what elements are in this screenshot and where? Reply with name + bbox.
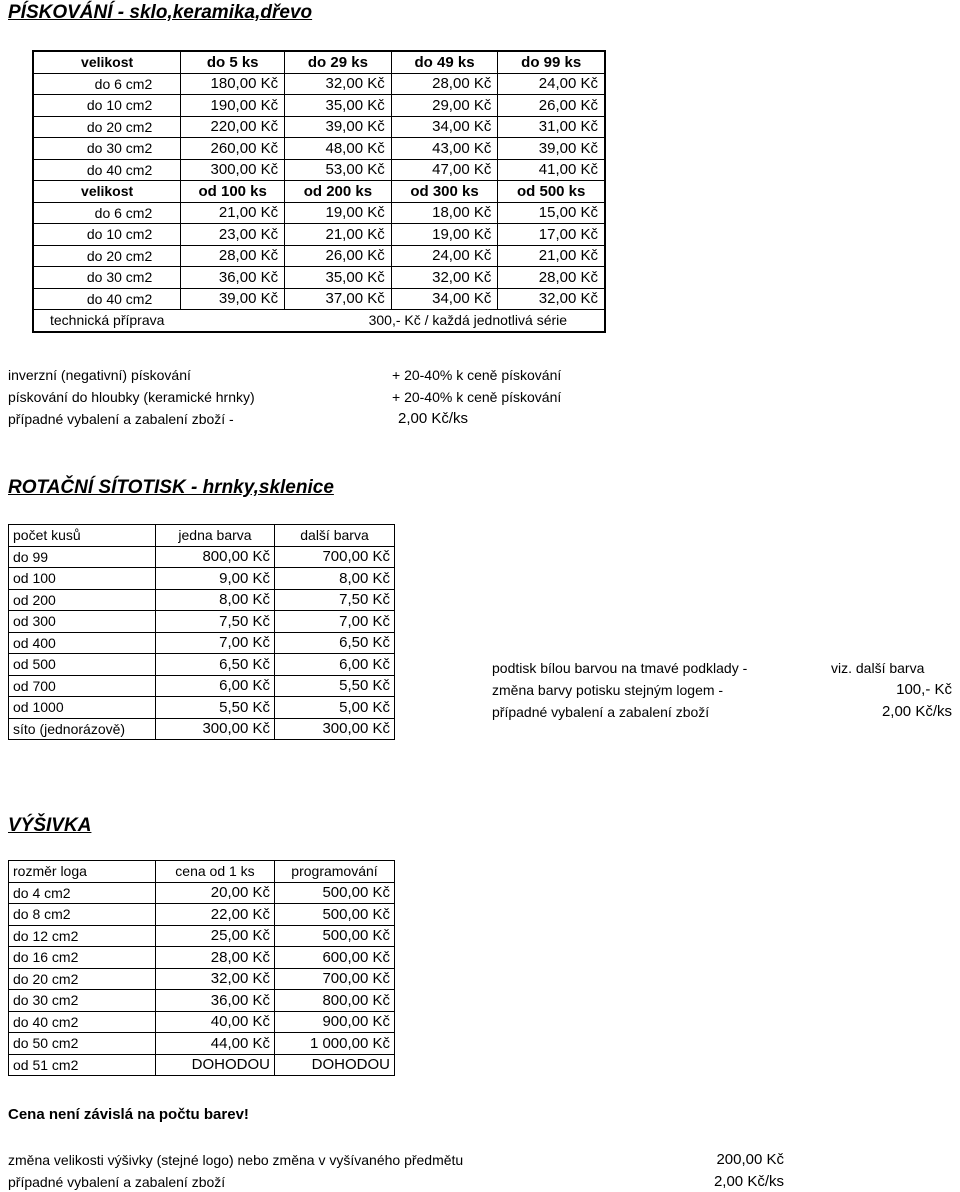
price-cell: 5,50 Kč (275, 675, 395, 697)
size-cell: do 20 cm2 (33, 245, 181, 267)
row-label: od 400 (9, 632, 156, 654)
price-cell: 300,00 Kč (275, 718, 395, 740)
price-cell: 190,00 Kč (181, 95, 285, 117)
price-cell: 26,00 Kč (498, 95, 605, 117)
table-row (33, 202, 605, 224)
price-cell: 6,00 Kč (156, 675, 275, 697)
column-header: počet kusů (9, 525, 156, 547)
note-hloubka-value: + 20-40% k ceně pískování (392, 389, 562, 405)
vysivka-price-table (8, 860, 395, 1076)
table-row (9, 632, 395, 654)
note-vybaleni3-label: případné vybalení a zabalení zboží (8, 1174, 226, 1190)
column-header: cena od 1 ks (156, 861, 275, 883)
price-cell: 5,50 Kč (156, 697, 275, 719)
column-header: od 100 ks (181, 181, 285, 203)
price-cell: 28,00 Kč (156, 947, 275, 969)
column-header: jedna barva (156, 525, 275, 547)
table-row (33, 245, 605, 267)
table-row (33, 288, 605, 310)
header-row (33, 51, 605, 73)
price-cell: 260,00 Kč (181, 138, 285, 160)
table-row (9, 589, 395, 611)
note-vybaleni2-label: případné vybalení a zabalení zboží (492, 704, 710, 720)
price-cell: 28,00 Kč (498, 267, 605, 289)
price-cell: 21,00 Kč (181, 202, 285, 224)
price-cell: 180,00 Kč (181, 73, 285, 95)
row-label: od 500 (9, 654, 156, 676)
size-cell: do 30 cm2 (33, 138, 181, 160)
column-header: rozměr loga (9, 861, 156, 883)
price-cell: 23,00 Kč (181, 224, 285, 246)
table-row (9, 675, 395, 697)
row-label: od 100 (9, 568, 156, 590)
note-barvy-bold: Cena není závislá na počtu barev! (8, 1106, 249, 1123)
price-cell: 220,00 Kč (181, 116, 285, 138)
note-hloubka-label: pískování do hloubky (keramické hrnky) (8, 389, 255, 405)
price-cell: 40,00 Kč (156, 1011, 275, 1033)
row-label: do 16 cm2 (9, 947, 156, 969)
price-cell: 28,00 Kč (181, 245, 285, 267)
price-cell: 19,00 Kč (391, 224, 498, 246)
table-row (9, 968, 395, 990)
table-row (33, 138, 605, 160)
price-cell: 32,00 Kč (391, 267, 498, 289)
column-header: do 49 ks (391, 51, 498, 73)
price-cell: 37,00 Kč (285, 288, 392, 310)
price-cell: 53,00 Kč (285, 159, 392, 181)
price-cell: 300,00 Kč (181, 159, 285, 181)
price-cell: 7,50 Kč (156, 611, 275, 633)
price-cell: 34,00 Kč (391, 288, 498, 310)
note-zmena-barvy-label: změna barvy potisku stejným logem - (492, 682, 724, 698)
row-label: do 4 cm2 (9, 882, 156, 904)
price-cell: 15,00 Kč (498, 202, 605, 224)
price-cell: 32,00 Kč (498, 288, 605, 310)
price-cell: 800,00 Kč (156, 546, 275, 568)
price-cell: 7,00 Kč (275, 611, 395, 633)
table-row (9, 904, 395, 926)
price-cell: 43,00 Kč (391, 138, 498, 160)
table-row (33, 159, 605, 181)
note-inverzni-value: + 20-40% k ceně pískování (392, 367, 562, 383)
row-label: do 12 cm2 (9, 925, 156, 947)
price-cell: 39,00 Kč (285, 116, 392, 138)
size-cell: do 6 cm2 (33, 73, 181, 95)
price-cell: 19,00 Kč (285, 202, 392, 224)
price-cell: 34,00 Kč (391, 116, 498, 138)
price-cell: 25,00 Kč (156, 925, 275, 947)
size-cell: do 6 cm2 (33, 202, 181, 224)
row-label: od 1000 (9, 697, 156, 719)
price-cell: 24,00 Kč (498, 73, 605, 95)
price-cell: 300,00 Kč (156, 718, 275, 740)
table-row (9, 925, 395, 947)
price-cell: 500,00 Kč (275, 882, 395, 904)
table-row (9, 568, 395, 590)
price-cell: 41,00 Kč (498, 159, 605, 181)
price-cell: 48,00 Kč (285, 138, 392, 160)
note-vybaleni-label: případné vybalení a zabalení zboží - (8, 411, 234, 427)
note-podtisk-label: podtisk bílou barvou na tmavé podklady - (492, 660, 748, 676)
size-cell: do 20 cm2 (33, 116, 181, 138)
row-label: od 300 (9, 611, 156, 633)
table-row (9, 990, 395, 1012)
price-cell: 800,00 Kč (275, 990, 395, 1012)
column-header: velikost (33, 181, 181, 203)
price-cell: 32,00 Kč (156, 968, 275, 990)
price-cell: 39,00 Kč (498, 138, 605, 160)
note-vybaleni3-value: 2,00 Kč/ks (713, 1173, 784, 1190)
column-header: od 500 ks (498, 181, 605, 203)
section-title-sitotisk: ROTAČNÍ SÍTOTISK - hrnky,sklenice (8, 477, 334, 498)
price-cell: 35,00 Kč (285, 267, 392, 289)
row-label: do 30 cm2 (9, 990, 156, 1012)
row-label: od 200 (9, 589, 156, 611)
size-cell: do 10 cm2 (33, 95, 181, 117)
row-label: do 99 (9, 546, 156, 568)
price-cell: 47,00 Kč (391, 159, 498, 181)
header-row (9, 525, 395, 547)
price-cell: 21,00 Kč (285, 224, 392, 246)
price-cell: 700,00 Kč (275, 546, 395, 568)
note-zmena-barvy-value: 100,- Kč (896, 681, 952, 698)
column-header: do 99 ks (498, 51, 605, 73)
table-row (9, 1011, 395, 1033)
price-cell: 39,00 Kč (181, 288, 285, 310)
table-row (33, 95, 605, 117)
column-header: další barva (275, 525, 395, 547)
row-label: do 40 cm2 (9, 1011, 156, 1033)
price-cell: 17,00 Kč (498, 224, 605, 246)
price-cell: 8,00 Kč (156, 589, 275, 611)
table-row (9, 697, 395, 719)
price-cell: 6,00 Kč (275, 654, 395, 676)
price-cell: 5,00 Kč (275, 697, 395, 719)
price-cell: DOHODOU (275, 1054, 395, 1076)
price-cell: 26,00 Kč (285, 245, 392, 267)
price-cell: 20,00 Kč (156, 882, 275, 904)
price-cell: 18,00 Kč (391, 202, 498, 224)
price-cell: 31,00 Kč (498, 116, 605, 138)
price-cell: 8,00 Kč (275, 568, 395, 590)
size-cell: do 40 cm2 (33, 288, 181, 310)
header-row (33, 181, 605, 203)
price-cell: 500,00 Kč (275, 904, 395, 926)
header-row (9, 861, 395, 883)
price-cell: 900,00 Kč (275, 1011, 395, 1033)
size-cell: do 10 cm2 (33, 224, 181, 246)
price-cell: 44,00 Kč (156, 1033, 275, 1055)
table-row (33, 73, 605, 95)
table-row (33, 224, 605, 246)
column-header: od 200 ks (285, 181, 392, 203)
price-cell: 9,00 Kč (156, 568, 275, 590)
price-cell: 6,50 Kč (156, 654, 275, 676)
price-cell: 29,00 Kč (391, 95, 498, 117)
price-cell: DOHODOU (156, 1054, 275, 1076)
section-title-vysivka: VÝŠIVKA (8, 815, 92, 836)
column-header: velikost (33, 51, 181, 73)
note-podtisk-value: viz. další barva (831, 660, 925, 676)
note-zmena-velikosti-value: 200,00 Kč (716, 1151, 784, 1168)
price-cell: 22,00 Kč (156, 904, 275, 926)
price-cell: 32,00 Kč (285, 73, 392, 95)
price-cell: 21,00 Kč (498, 245, 605, 267)
price-cell: 7,00 Kč (156, 632, 275, 654)
price-cell: 36,00 Kč (181, 267, 285, 289)
tech-label: technická příprava (33, 310, 285, 332)
table-row (9, 546, 395, 568)
table-row (33, 267, 605, 289)
row-label: do 50 cm2 (9, 1033, 156, 1055)
table-row (9, 882, 395, 904)
price-cell: 6,50 Kč (275, 632, 395, 654)
row-label: od 700 (9, 675, 156, 697)
price-cell: 700,00 Kč (275, 968, 395, 990)
row-label: od 51 cm2 (9, 1054, 156, 1076)
column-header: do 5 ks (181, 51, 285, 73)
price-cell: 600,00 Kč (275, 947, 395, 969)
size-cell: do 30 cm2 (33, 267, 181, 289)
table-row (9, 654, 395, 676)
note-vybaleni2-value: 2,00 Kč/ks (881, 703, 952, 720)
note-vybaleni-value: 2,00 Kč/ks (398, 410, 469, 427)
table-row (9, 611, 395, 633)
note-inverzni-label: inverzní (negativní) pískování (8, 367, 191, 383)
note-zmena-velikosti-label: změna velikosti výšivky (stejné logo) nebo změna v vyšívaného předmětu (8, 1152, 464, 1168)
column-header: od 300 ks (391, 181, 498, 203)
price-cell: 28,00 Kč (391, 73, 498, 95)
price-cell: 35,00 Kč (285, 95, 392, 117)
price-cell: 7,50 Kč (275, 589, 395, 611)
row-label: do 8 cm2 (9, 904, 156, 926)
price-cell: 36,00 Kč (156, 990, 275, 1012)
table-row (9, 718, 395, 740)
price-cell: 24,00 Kč (391, 245, 498, 267)
price-cell: 500,00 Kč (275, 925, 395, 947)
row-label: síto (jednorázově) (9, 718, 156, 740)
section-title-piskovani: PÍSKOVÁNÍ - sklo,keramika,dřevo (8, 2, 313, 23)
row-label: do 20 cm2 (9, 968, 156, 990)
table-row (9, 1054, 395, 1076)
column-header: programování (275, 861, 395, 883)
table-row (33, 116, 605, 138)
sitotisk-price-table (8, 524, 395, 740)
column-header: do 29 ks (285, 51, 392, 73)
table-row (9, 947, 395, 969)
tech-row (33, 310, 605, 332)
size-cell: do 40 cm2 (33, 159, 181, 181)
piskovani-price-table (32, 50, 606, 333)
price-cell: 1 000,00 Kč (275, 1033, 395, 1055)
table-row (9, 1033, 395, 1055)
tech-value: 300,- Kč / každá jednotlivá série (285, 310, 605, 332)
